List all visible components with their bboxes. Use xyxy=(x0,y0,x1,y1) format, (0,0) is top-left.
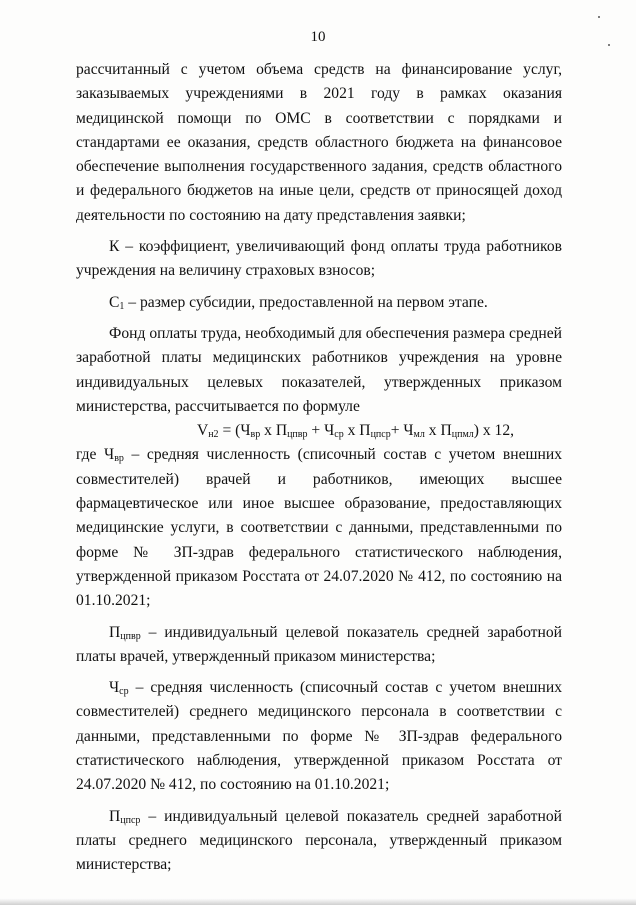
symbol: П xyxy=(109,807,121,825)
formula-subscript: цпвр xyxy=(287,429,308,441)
paragraph-definition-pcpsr xyxy=(76,805,562,878)
definition-prefix: где Ч xyxy=(76,446,115,464)
paragraph-definition-chvr xyxy=(76,443,562,613)
scan-edge-shadow xyxy=(0,898,636,905)
formula-part: х П xyxy=(260,422,288,440)
formula-subscript: вр xyxy=(250,429,261,441)
formula-subscript: цпмл xyxy=(451,429,474,441)
formula-part: + Ч xyxy=(307,422,335,440)
formula-subscript: цпср xyxy=(370,429,391,441)
scan-speck xyxy=(608,44,610,46)
formula-subscript: ср xyxy=(334,429,344,441)
paragraph-text: – индивидуальный целевой показатель средней заработной платы врачей, утвержденный приказом министерства; xyxy=(76,623,562,665)
symbol: П xyxy=(109,623,121,641)
document-body xyxy=(76,58,562,878)
symbol-subscript: цпср xyxy=(120,814,141,826)
symbol-subscript: 1 xyxy=(119,300,125,312)
symbol: Ч xyxy=(109,679,120,697)
page-number: 10 xyxy=(310,29,326,45)
paragraph-text: – средняя численность (списочный состав с учетом внешних совместителей) врачей и работников, имеющих высшее фармацевтическое или иное высшее образование, предоставляющих медицинские услуги, в соответствии с данными, представленными по форме № ЗП-здрав федерального статистического наблюдения, утвержденной приказом Росстата от 24.07.2020 № 412, по состоянию на 01.10.2021; xyxy=(76,446,563,610)
formula-part: х П xyxy=(343,422,371,440)
formula-part: х П xyxy=(424,422,452,440)
formula-part: + Ч xyxy=(390,422,414,440)
paragraph-coefficient-k: К – коэффициент, увеличивающий фонд оплаты труда работников учреждения на величину страховых взносов; xyxy=(76,238,562,280)
paragraph-text: – индивидуальный целевой показатель средней заработной платы среднего медицинского персонала, утвержденный приказом министерства; xyxy=(76,807,562,874)
paragraph-definition-chsr xyxy=(76,676,562,797)
formula-part: ) х 12, xyxy=(473,422,515,440)
symbol-c: С xyxy=(109,293,120,311)
paragraph-subsidy-c1 xyxy=(76,291,562,315)
formula-part: = (Ч xyxy=(218,422,251,440)
symbol-subscript: ср xyxy=(119,686,129,698)
paragraph-definition-pcpvr xyxy=(76,621,562,670)
paragraph-text: – средняя численность (списочный состав с учетом внешних совместителей) среднего медицинского персонала в соответствии с данными, представленными по форме № ЗП-здрав федерального статистического наблюдения, утвержденной приказом Росстата от 24.07.2020 № 412, по состоянию на 01.10.2021; xyxy=(76,679,562,794)
formula-subscript: мл xyxy=(413,429,425,441)
scan-speck xyxy=(598,16,600,18)
paragraph-continuation: рассчитанный с учетом объема средств на финансирование услуг, заказываемых учреждениями в 2021 году в рамках оказания медицинской помощи по ОМС в соответствии с порядками и стандартами ее оказания, средств областного бюджета на финансовое обеспечение выполнения государственного задания, средств областного и федерального бюджетов на иные цели, средств от приносящей доход деятельности по состоянию на дату представления заявки; xyxy=(76,61,562,224)
symbol-subscript: вр xyxy=(114,453,124,465)
formula-subscript: н2 xyxy=(208,429,219,441)
paragraph-text: – размер субсидии, предоставленной на первом этапе. xyxy=(124,293,488,311)
formula-part: V xyxy=(196,422,209,440)
symbol-subscript: цпвр xyxy=(120,630,141,642)
formula-vn2 xyxy=(76,419,562,443)
paragraph-wage-fund: Фонд оплаты труда, необходимый для обеспечения размера средней заработной платы медицинских работников учреждения на уровне индивидуальных целевых показателей, утвержденных приказом министерства, рассчитывается по формуле xyxy=(76,324,562,415)
